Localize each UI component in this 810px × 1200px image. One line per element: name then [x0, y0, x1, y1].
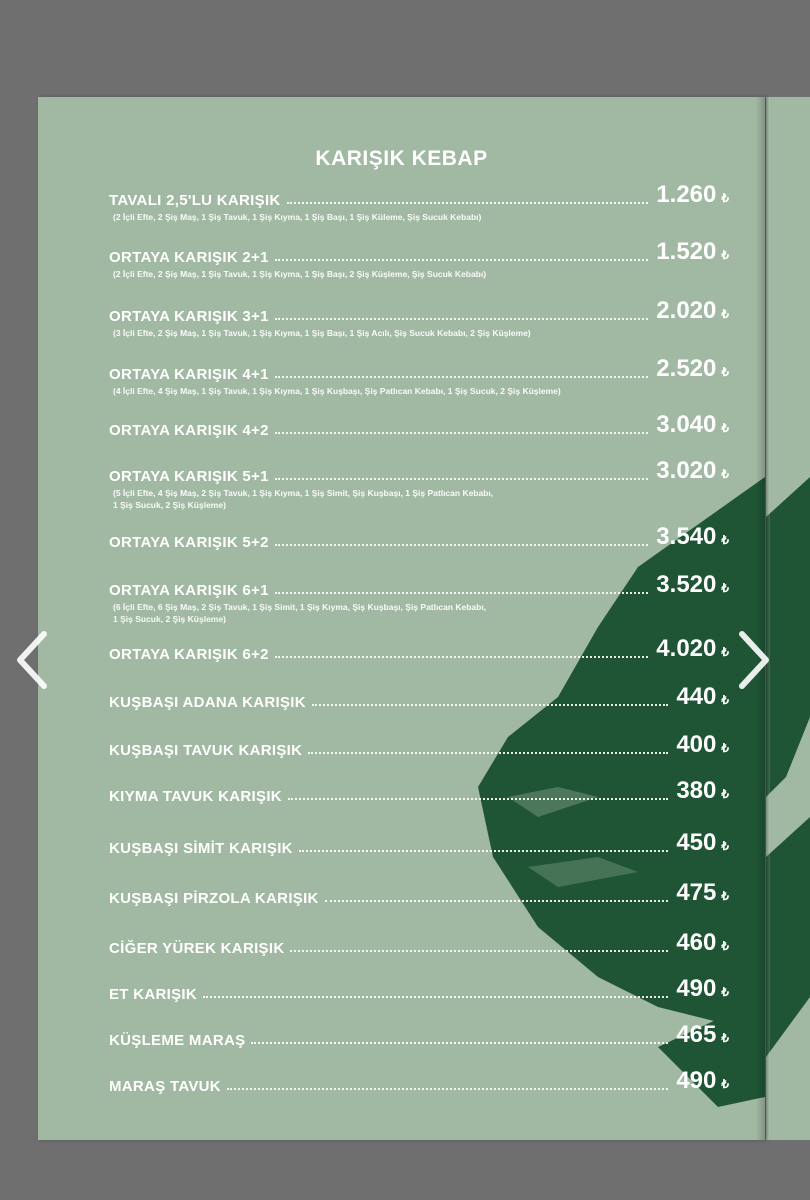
currency-symbol: ₺	[721, 365, 729, 379]
item-description: (2 İçli Efte, 2 Şiş Maş, 1 Şiş Tavuk, 1 Şiş Kıyma, 1 Şiş Başı, 2 Şiş Küşleme, Şiş Sucuk Kebabı)	[113, 269, 487, 279]
price-value: 1.260	[656, 181, 717, 208]
currency-symbol: ₺	[721, 581, 729, 595]
item-price	[656, 238, 729, 266]
item-description	[113, 601, 486, 625]
menu-title: KARIŞIK KEBAP	[315, 147, 488, 170]
item-name: ORTAYA KARIŞIK 6+1	[109, 582, 269, 599]
menu-item	[109, 523, 729, 569]
menu-item	[109, 879, 729, 925]
leader-dots	[251, 1042, 668, 1044]
next-page-edge[interactable]	[766, 97, 810, 1140]
price-value: 2.520	[656, 355, 717, 382]
currency-symbol: ₺	[721, 741, 729, 755]
price-value: 3.040	[656, 411, 717, 438]
item-name: ORTAYA KARIŞIK 3+1	[109, 308, 269, 325]
item-name: KUŞBAŞI ADANA KARIŞIK	[109, 694, 306, 711]
leader-dots	[275, 318, 649, 320]
item-price	[656, 411, 729, 439]
menu-item	[109, 1067, 729, 1113]
leader-dots	[312, 704, 668, 706]
item-name: ORTAYA KARIŞIK 2+1	[109, 249, 269, 266]
menu-item	[109, 975, 729, 1021]
chevron-right-icon	[734, 620, 774, 700]
item-price	[656, 635, 729, 663]
description-line: 1 Şiş Sucuk, 2 Şiş Küşleme)	[113, 614, 226, 624]
currency-symbol: ₺	[721, 693, 729, 707]
leader-dots	[325, 900, 669, 902]
description-line: (6 İçli Efte, 6 Şiş Maş, 2 Şiş Tavuk, 1 Şiş Simit, 1 Şiş Kıyma, Şiş Kuşbaşı, Şiş Patlıcan Kebabı,	[113, 602, 487, 612]
item-description	[113, 487, 493, 511]
item-price	[656, 181, 729, 209]
item-price	[676, 929, 729, 957]
leader-dots	[275, 592, 649, 594]
price-value: 460	[676, 929, 717, 956]
currency-symbol: ₺	[721, 985, 729, 999]
item-name: ORTAYA KARIŞIK 5+1	[109, 468, 269, 485]
menu-item	[109, 1021, 729, 1067]
menu-item	[109, 635, 729, 681]
menu-item	[109, 731, 729, 777]
chevron-left-icon	[12, 620, 52, 700]
item-name: KIYMA TAVUK KARIŞIK	[109, 788, 282, 805]
currency-symbol: ₺	[721, 421, 729, 435]
leader-dots	[299, 850, 669, 852]
price-value: 4.020	[656, 635, 717, 662]
item-name: ORTAYA KARIŞIK 5+2	[109, 534, 269, 551]
item-name: ORTAYA KARIŞIK 4+2	[109, 422, 269, 439]
item-price	[676, 879, 729, 907]
item-price	[676, 1067, 729, 1095]
leader-dots	[275, 656, 649, 658]
item-name: KUŞBAŞI PİRZOLA KARIŞIK	[109, 890, 319, 907]
leader-dots	[287, 202, 649, 204]
price-value: 450	[676, 829, 717, 856]
menu-page	[38, 97, 765, 1140]
item-price	[656, 523, 729, 551]
leader-dots	[288, 798, 668, 800]
item-name: TAVALI 2,5'LU KARIŞIK	[109, 192, 281, 209]
page-gutter	[756, 97, 770, 1140]
currency-symbol: ₺	[721, 1077, 729, 1091]
item-price	[656, 457, 729, 485]
leader-dots	[275, 376, 649, 378]
item-price	[676, 975, 729, 1003]
price-value: 490	[676, 1067, 717, 1094]
menu-item	[109, 238, 729, 284]
item-name: ORTAYA KARIŞIK 4+1	[109, 366, 269, 383]
menu-item	[109, 571, 729, 624]
item-description: (4 İçli Efte, 4 Şiş Maş, 1 Şiş Tavuk, 1 Şiş Kıyma, 1 Şiş Kuşbaşı, Şiş Patlıcan Kebabı, 1 Şiş Sucuk, 2 Şiş Küşleme)	[113, 386, 561, 396]
item-price	[656, 571, 729, 599]
price-value: 1.520	[656, 238, 717, 265]
leader-dots	[308, 752, 668, 754]
leader-dots	[275, 478, 649, 480]
currency-symbol: ₺	[721, 191, 729, 205]
price-value: 3.020	[656, 457, 717, 484]
item-price	[676, 777, 729, 805]
price-value: 465	[676, 1021, 717, 1048]
currency-symbol: ₺	[721, 889, 729, 903]
currency-symbol: ₺	[721, 533, 729, 547]
price-value: 3.540	[656, 523, 717, 550]
item-name: ORTAYA KARIŞIK 6+2	[109, 646, 269, 663]
menu-item	[109, 777, 729, 823]
item-name: MARAŞ TAVUK	[109, 1078, 221, 1095]
item-price	[656, 297, 729, 325]
menu-item	[109, 829, 729, 875]
item-description: (3 İçli Efte, 2 Şiş Maş, 1 Şiş Tavuk, 1 Şiş Kıyma, 1 Şiş Başı, 1 Şiş Acılı, Şiş Sucuk Kebabı, 2 Şiş Küşleme)	[113, 328, 531, 338]
leader-dots	[290, 950, 668, 952]
item-price	[656, 355, 729, 383]
price-value: 380	[676, 777, 717, 804]
description-line: (5 İçli Efte, 4 Şiş Maş, 2 Şiş Tavuk, 1 Şiş Kıyma, 1 Şiş Simit, Şiş Kuşbaşı, 1 Şiş Patlıcan Kebabı,	[113, 488, 494, 498]
price-value: 2.020	[656, 297, 717, 324]
menu-item	[109, 929, 729, 975]
price-value: 3.520	[656, 571, 717, 598]
menu-item	[109, 457, 729, 510]
item-name: KUŞBAŞI TAVUK KARIŞIK	[109, 742, 303, 759]
leader-dots	[275, 259, 649, 261]
brush-stroke-right	[766, 97, 810, 1140]
price-value: 440	[676, 683, 717, 710]
currency-symbol: ₺	[721, 939, 729, 953]
leader-dots	[227, 1088, 668, 1090]
price-value: 490	[676, 975, 717, 1002]
leader-dots	[275, 544, 649, 546]
menu-item	[109, 355, 729, 401]
currency-symbol: ₺	[721, 467, 729, 481]
next-page-button[interactable]	[734, 620, 774, 700]
item-name: ET KARIŞIK	[109, 986, 198, 1003]
item-price	[676, 731, 729, 759]
item-price	[676, 829, 729, 857]
item-price	[676, 683, 729, 711]
currency-symbol: ₺	[721, 248, 729, 262]
leader-dots	[275, 432, 649, 434]
item-price	[676, 1021, 729, 1049]
currency-symbol: ₺	[721, 839, 729, 853]
menu-item	[109, 683, 729, 729]
description-line: 1 Şiş Sucuk, 2 Şiş Küşleme)	[113, 500, 226, 510]
item-name: CİĞER YÜREK KARIŞIK	[109, 940, 285, 957]
currency-symbol: ₺	[721, 787, 729, 801]
currency-symbol: ₺	[721, 1031, 729, 1045]
menu-item	[109, 297, 729, 343]
leader-dots	[203, 996, 668, 998]
currency-symbol: ₺	[721, 645, 729, 659]
price-value: 400	[676, 731, 717, 758]
currency-symbol: ₺	[721, 307, 729, 321]
item-name: KUŞBAŞI SİMİT KARIŞIK	[109, 840, 293, 857]
item-description: (2 İçli Efte, 2 Şiş Maş, 1 Şiş Tavuk, 1 Şiş Kıyma, 1 Şiş Başı, 1 Şiş Küleme, Şiş Sucuk Kebabı)	[113, 212, 482, 222]
menu-item	[109, 411, 729, 457]
price-value: 475	[676, 879, 717, 906]
menu-item	[109, 181, 729, 227]
item-name: KÜŞLEME MARAŞ	[109, 1032, 246, 1049]
previous-page-button[interactable]	[12, 620, 52, 700]
